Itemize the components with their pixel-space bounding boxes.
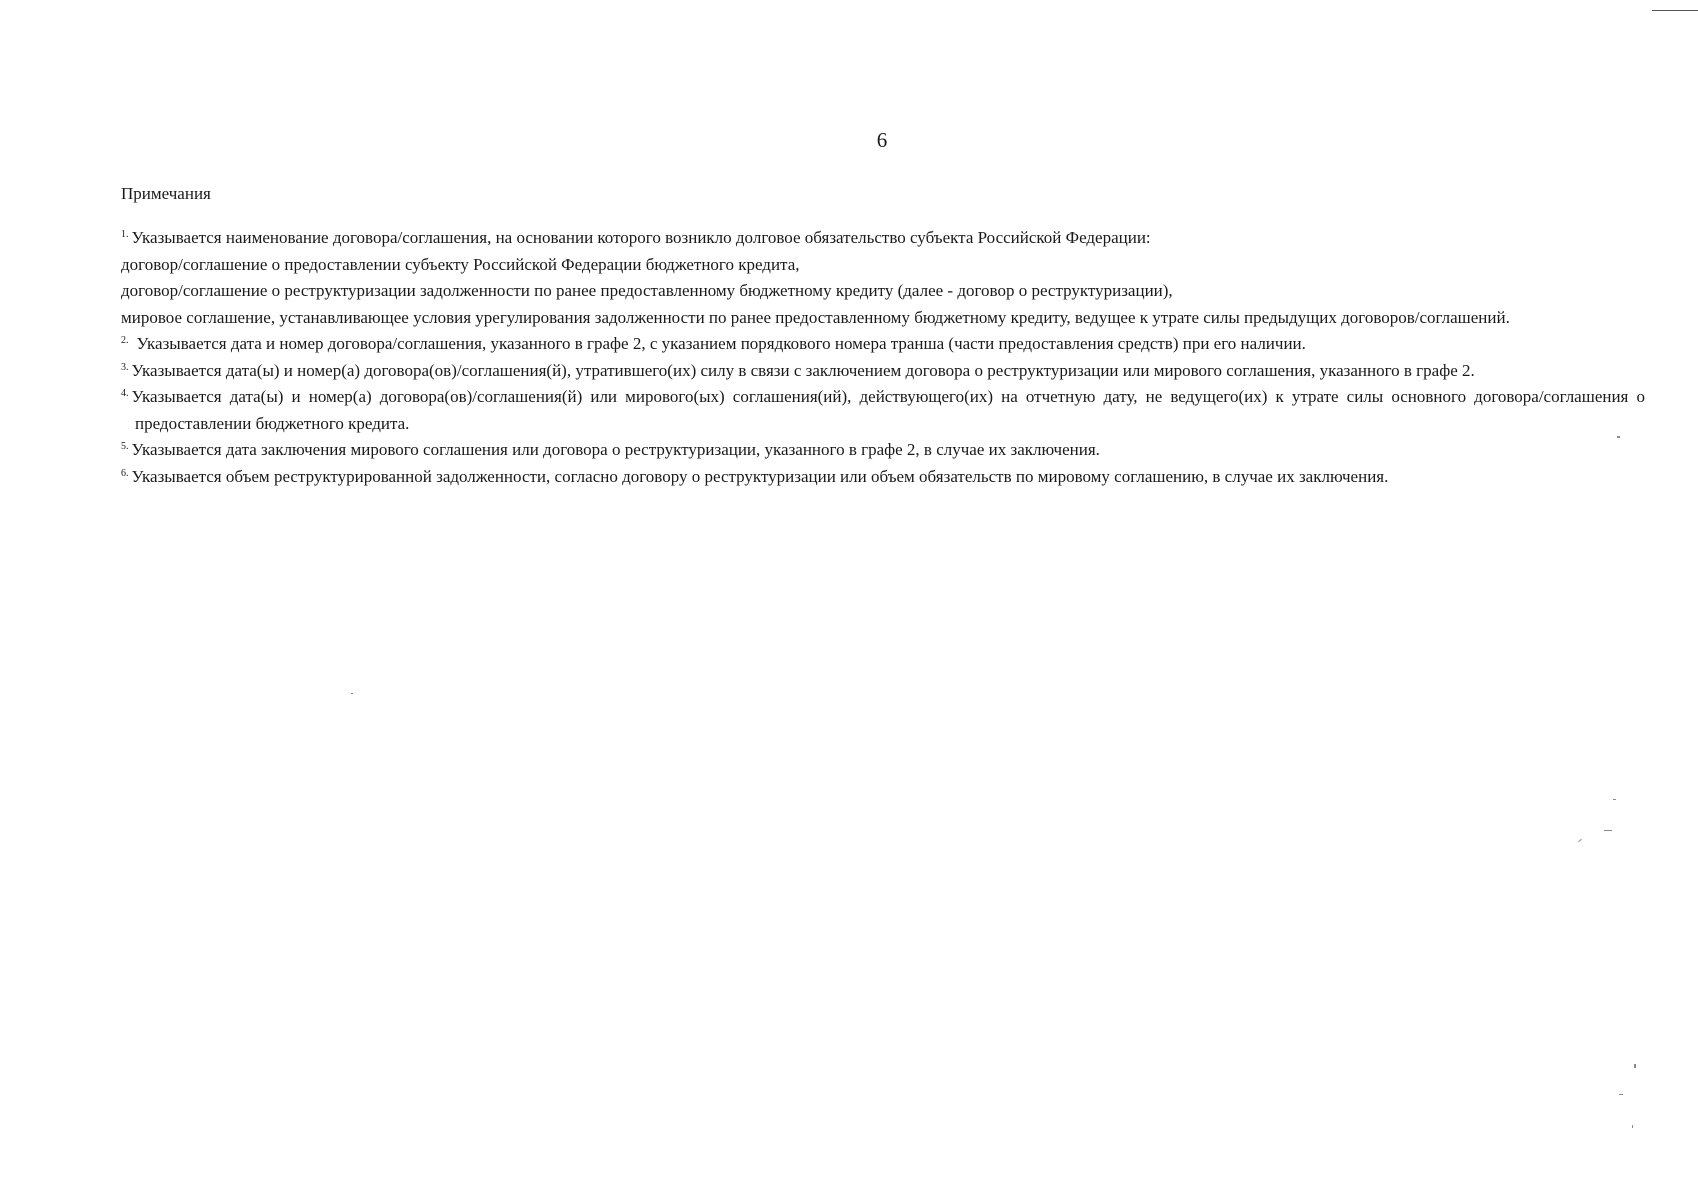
footnote-1-text: Указывается наименование договора/соглашения, на основании которого возникло долговое обязательство субъекта Российской Федерации: (131, 228, 1151, 247)
footnote-3 (121, 358, 1645, 385)
scan-speck (1604, 830, 1612, 831)
footnote-1-line-1: договор/соглашение о предоставлении субъекту Российской Федерации бюджетного кредита, (121, 254, 800, 274)
footnote-6 (121, 464, 1645, 491)
footnotes-list (121, 225, 1645, 490)
footnote-5-text: Указывается дата заключения мирового соглашения или договора о реструктуризации, указанного в графе 2, в случае их заключения. (131, 440, 1100, 459)
footnote-marker-5: 5. (121, 441, 129, 452)
footnote-3-text: Указывается дата(ы) и номер(а) договора(ов)/соглашения(й), утратившего(их) силу в связи с заключением договора о реструктуризации или мирового соглашения, указанного в графе 2. (131, 360, 1475, 380)
scan-speck (1617, 436, 1620, 438)
footnote-2 (121, 331, 1645, 358)
footnote-2-text: Указывается дата и номер договора/соглашения, указанного в графе 2, с указанием порядкового номера транша (части предоставления средств) при его наличии. (136, 334, 1306, 353)
footnote-5 (121, 437, 1645, 464)
page-number: 6 (876, 128, 888, 152)
scan-speck (1619, 1094, 1623, 1095)
scan-speck (1634, 1064, 1636, 1068)
scan-speck (351, 693, 353, 694)
footnote-1-line-2: договор/соглашение о реструктуризации задолженности по ранее предоставленному бюджетному кредиту (далее - договор о реструктуризации), (121, 281, 1173, 300)
footnote-1 (121, 225, 1645, 252)
footnote-6-text: Указывается объем реструктурированной задолженности, согласно договору о реструктуризации или объем обязательств по мировому соглашению, в случае их заключения. (131, 466, 1389, 486)
footnote-marker-3: 3. (121, 361, 129, 373)
scan-speck (1613, 799, 1616, 800)
scan-speck (1632, 1125, 1633, 1128)
scan-edge-mark (1652, 10, 1698, 11)
scan-speck (1578, 839, 1582, 842)
footnote-marker-6: 6. (121, 467, 129, 479)
footnote-marker-2: 2. (121, 335, 129, 346)
footnote-marker-4: 4. (121, 388, 129, 399)
footnote-4-text: Указывается дата(ы) и номер(а) договора(ов)/соглашения(й) или мирового(ых) соглашения(ий), действующего(их) на отчетную дату, не ведущего(их) к утрате силы основного договора/соглашения о предоставлении бюджетного кредита. (131, 387, 1645, 433)
footnote-4 (121, 384, 1645, 437)
footnote-marker-1: 1. (121, 229, 129, 240)
footnote-1-line-3: мировое соглашение, устанавливающее условия урегулирования задолженности по ранее предоставленному бюджетному кредиту, ведущее к утрате силы предыдущих договоров/соглашений. (121, 307, 1510, 327)
notes-heading: Примечания (121, 184, 211, 203)
